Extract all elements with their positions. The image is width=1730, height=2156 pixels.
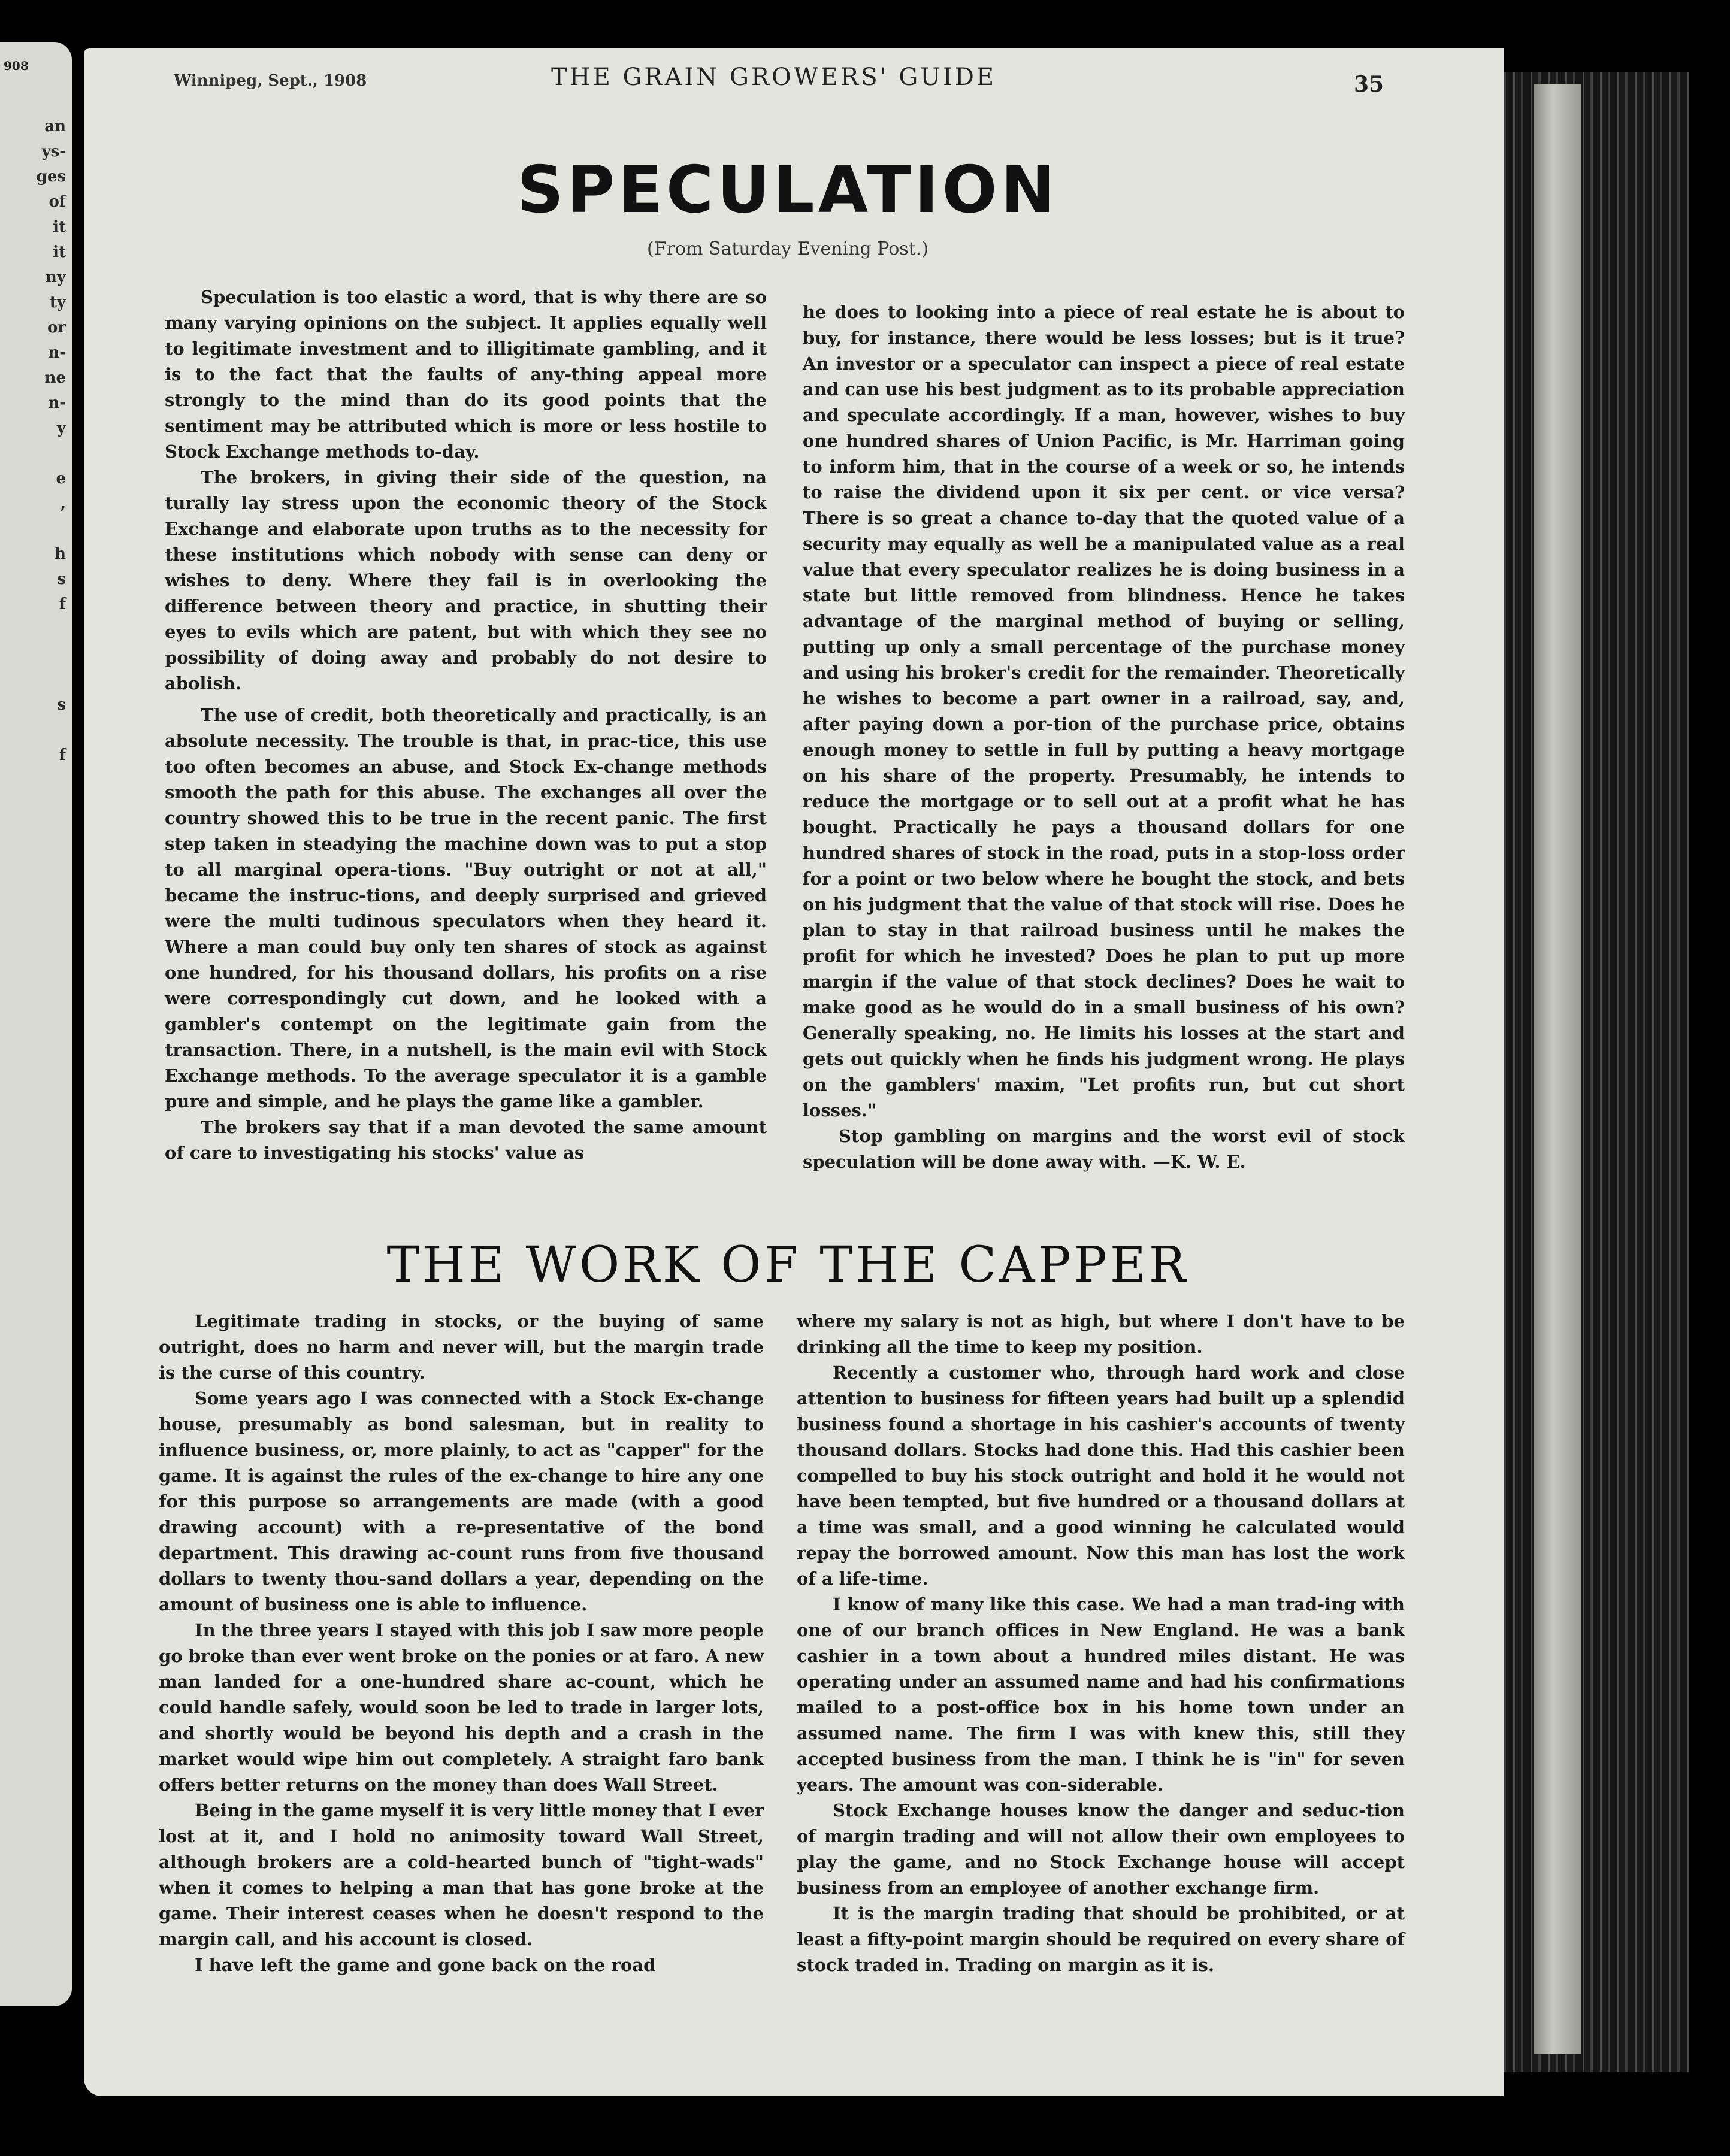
paragraph: Being in the game myself it is very little money that I ever lost at it, and I hold no animosity toward Wall Street, although brokers are a cold-hearted bunch of "tight-wads" when it comes to helping a man that has gone broke at the game. Their interest ceases when he doesn't respond to the margin call, and his account is closed. — [159, 1800, 764, 1949]
paragraph: Stop gambling on margins and the worst evil of stock speculation will be done away with. —K. W. E. — [803, 1126, 1405, 1172]
running-title: THE GRAIN GROWERS' GUIDE — [551, 63, 997, 91]
facing-page-edge — [0, 42, 72, 2006]
book-page-edges-highlight — [1534, 84, 1581, 2054]
paragraph: It is the margin trading that should be prohibited, or at least a fifty-point margin should be required on every share of stock traded in. Trading on margin as it is. — [797, 1903, 1405, 1975]
paragraph: I have left the game and gone back on the road — [195, 1955, 656, 1975]
paragraph: Legitimate trading in stocks, or the buying of same outright, does no harm and never will, but the margin trade is the curse of this country. — [159, 1311, 764, 1383]
capper-column-2 — [797, 1309, 1405, 1978]
capper-column-1 — [159, 1309, 764, 1978]
paragraph: In the three years I stayed with this job I saw more people go broke than ever went broke on the ponies or at faro. A new man landed for a one-hundred share ac-count, which he could handle safely, would soon be led to trade in larger lots, and shortly would be beyond his depth and a crash in the market would wipe him out completely. A straight faro bank offers better returns on the money than does Wall Street. — [159, 1620, 764, 1795]
paragraph: The use of credit, both theoretically and practically, is an absolute necessity. The trouble is that, in prac-tice, this use too often becomes an abuse, and Stock Ex-change methods smooth the path for this abuse. The exchanges all over the country showed this to be true in the recent panic. The first step taken in steadying the machine down was to put a stop to all marginal opera-tions. "Buy outright or not at all," became the instruc-tions, and deeply surprised and grieved were the multi tudinous speculators when they heard it. Where a man could buy only ten shares of stock as against one hundred, for his thousand dollars, his profits on a rise were correspondingly cut down, and he looked with a gambler's contempt on the legitimate gain from the transaction. There, in a nutshell, is the main evil with Stock Exchange methods. To the average speculator it is a gamble pure and simple, and he plays the game like a gambler. — [165, 705, 767, 1112]
paragraph: where my salary is not as high, but where I don't have to be drinking all the time to keep my position. — [797, 1311, 1405, 1357]
dateline: Winnipeg, Sept., 1908 — [174, 72, 367, 90]
facing-page-number: 908 — [4, 59, 29, 73]
paragraph: I know of many like this case. We had a man trad-ing with one of our branch offices in New England. He was a bank cashier in a town about a hundred miles distant. He was operating under an assumed name and had his confirmations mailed to a post-office box in his home town under an assumed name. The firm I was with knew this, still they accepted business from the man. I think he is "in" for seven years. The amount was con-siderable. — [797, 1594, 1405, 1795]
paragraph: Some years ago I was connected with a Stock Ex-change house, presumably as bond salesman, but in reality to influence business, or, more plainly, to act as "capper" for the game. It is against the rules of the ex-change to hire any one for this purpose so arrangements are made (with a good drawing account) with a re-presentative of the bond department. This drawing ac-count runs from five thousand dollars to twenty thou-sand dollars a year, depending on the amount of business one is able to influence. — [159, 1388, 764, 1615]
speculation-column-2 — [803, 299, 1405, 1175]
page-number: 35 — [1354, 72, 1384, 97]
paragraph: Stock Exchange houses know the danger and seduc-tion of margin trading and will not allow their own employees to play the game, and no Stock Exchange house will accept business from an employee of another exchange firm. — [797, 1800, 1405, 1898]
paragraph: Recently a customer who, through hard work and close attention to business for fifteen years had built up a splendid business found a shortage in his cashier's accounts of twenty thousand dollars. Stocks had done this. Had this cashier been compelled to buy his stock outright and hold it he would not have been tempted, but five hundred or a thousand dollars at a time was small, and a good winning he calculated would repay the borrowed amount. Now this man has lost the work of a life-time. — [797, 1362, 1405, 1589]
paragraph: Speculation is too elastic a word, that is why there are so many varying opinions on the subject. It applies equally well to legitimate investment and to illigitimate gambling, and it is to the fact that the faults of any-thing appeal more strongly to the mind than do its good points that the sentiment may be attributed which is more or less hostile to Stock Exchange methods to-day. — [165, 287, 767, 462]
paragraph: he does to looking into a piece of real estate he is about to buy, for instance, there would be less losses; but is it true? An investor or a speculator can inspect a piece of real estate and can use his best judgment as to its probable appreciation and speculate accordingly. If a man, however, wishes to buy one hundred shares of Union Pacific, is Mr. Harriman going to inform him, that in the course of a week or so, he intends to raise the dividend upon it six per cent. or vice versa? There is so great a chance to-day that the quoted value of a security may equally as well be a manipulated value as a real value that every speculator realizes he is doing business in a state but little removed from blindness. Hence he takes advantage of the marginal method of buying or selling, putting up only a small percentage of the purchase money and using his broker's credit for the remainder. Theoretically he wishes to become a part owner in a railroad, say, and, after paying down a por-tion of the purchase price, obtains enough money to settle in full by putting a heavy mortgage on his share of the property. Presumably, he intends to reduce the mortgage or to sell out at a profit what he has bought. Practically he pays a thousand dollars for one hundred shares of stock in the road, puts in a stop-loss order for a point or two below where he bought the stock, and bets on his judgment that the value of that stock will rise. Does he plan to stay in that railroad business until he makes the profit for which he invested? Does he plan to put up more margin if the value of that stock declines? Does he wait to make good as he would do in a small business of his own? Generally speaking, no. He limits his losses at the start and gets out quickly when he finds his judgment wrong. He plays on the gamblers' maxim, "Let profits run, but cut short losses." — [803, 302, 1405, 1121]
article-title-speculation: SPECULATION — [517, 153, 1058, 228]
facing-page-text-fragments: an ys- ges of it it ny ty or n- ne n- y e , h s f s f — [36, 117, 66, 764]
article-source: (From Saturday Evening Post.) — [647, 238, 928, 259]
article-title-capper: THE WORK OF THE CAPPER — [386, 1237, 1189, 1294]
paragraph: The brokers say that if a man devoted the same amount of care to investigating his stocks' value as — [165, 1117, 767, 1163]
paragraph: The brokers, in giving their side of the question, na turally lay stress upon the economic theory of the Stock Exchange and elaborate upon truths as to the necessity for these institutions which nobody with sense can deny or wishes to deny. Where they fail is in overlooking the difference between theory and practice, in shutting their eyes to evils which are patent, but with which they see no possibility of doing away and probably do not desire to abolish. — [165, 467, 767, 694]
newspaper-page — [84, 48, 1504, 2096]
speculation-column-1 — [165, 284, 767, 1166]
book-page-edges — [1498, 72, 1689, 2072]
